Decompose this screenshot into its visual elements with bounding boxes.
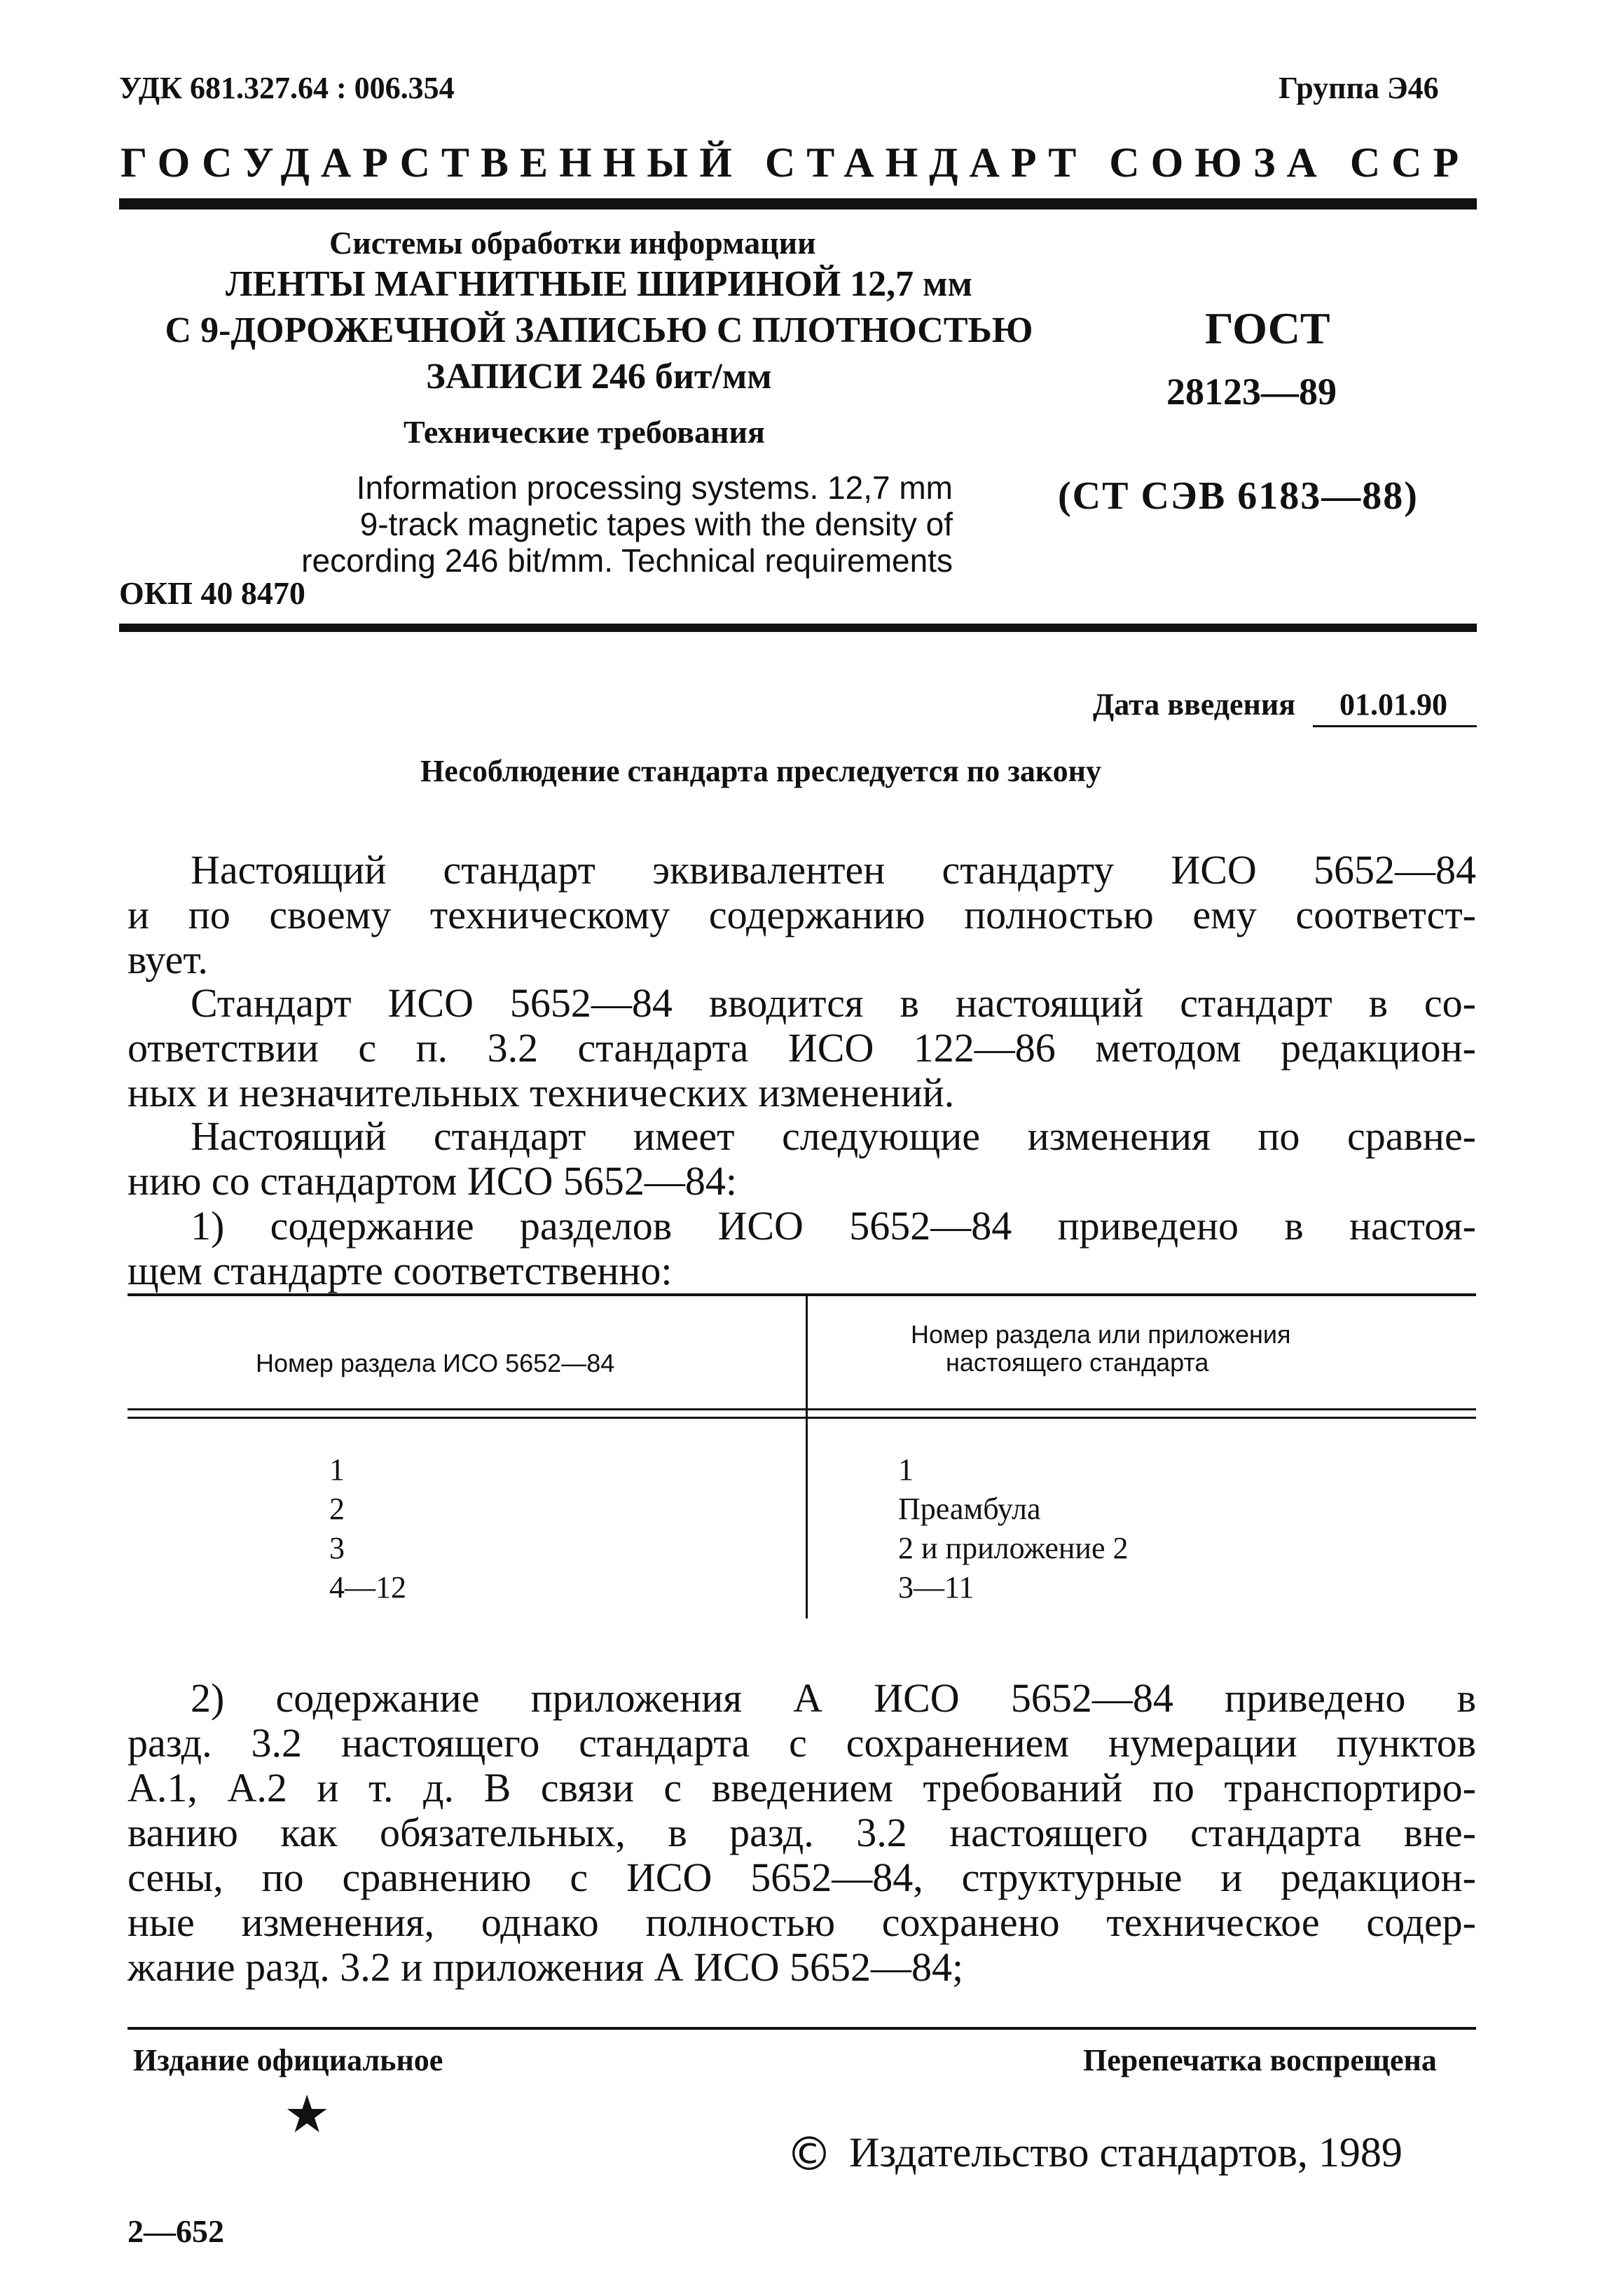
- paragraph-5-line-6: ные изменения, однако полностью сохранено техническое содер-: [128, 1899, 1476, 1945]
- footer-rule: [128, 2027, 1476, 2030]
- english-line-3: recording 246 bit/mm. Technical requirements: [301, 542, 953, 579]
- paragraph-4: [128, 1204, 1476, 1293]
- table-cell-gost: 1: [898, 1452, 914, 1487]
- st-sev-number: (СТ СЭВ 6183—88): [1058, 474, 1419, 518]
- intro-date-label: Дата введения: [1093, 687, 1296, 722]
- paragraph-3: [128, 1114, 1476, 1204]
- official-edition: Издание официальное: [133, 2043, 443, 2077]
- category-heading: Системы обработки информации: [329, 225, 816, 261]
- copyright-icon: ©: [786, 2127, 832, 2181]
- paragraph-1: [128, 848, 1476, 982]
- table-cell-iso: 4—12: [329, 1570, 406, 1604]
- paragraph-2-line-1: Стандарт ИСО 5652—84 вводится в настоящий стандарт в со-: [191, 980, 1476, 1026]
- table-header-gost-line-1: Номер раздела или приложения: [911, 1320, 1291, 1349]
- reprint-prohibited: Перепечатка воспрещена: [1083, 2043, 1437, 2077]
- title-lines: [147, 261, 1051, 400]
- english-line-1: Information processing systems. 12,7 mm: [356, 469, 953, 506]
- table-header-iso: Номер раздела ИСО 5652—84: [256, 1349, 615, 1377]
- udk-code: УДК 681.327.64 : 006.354: [119, 71, 455, 105]
- table-cell-gost: 3—11: [898, 1570, 974, 1604]
- paragraph-1-line-1: Настоящий стандарт эквивалентен стандарту ИСО 5652—84: [191, 847, 1476, 893]
- paragraph-5: [128, 1676, 1476, 1990]
- table-column-divider: [806, 1296, 808, 1618]
- paragraph-5-line-3: А.1, А.2 и т. д. В связи с введением требований по транспортиро-: [128, 1765, 1476, 1810]
- title-line-3: ЗАПИСИ 246 бит/мм: [426, 357, 772, 397]
- intro-date-underline: [1313, 725, 1477, 727]
- legal-notice: Несоблюдение стандарта преследуется по закону: [420, 754, 1101, 788]
- gost-number: 28123—89: [1166, 371, 1337, 413]
- title-line-1: ЛЕНТЫ МАГНИТНЫЕ ШИРИНОЙ 12,7 мм: [225, 264, 973, 304]
- paragraph-4-line-2: щем стандарте соответственно:: [128, 1248, 673, 1293]
- paragraph-3-line-1: Настоящий стандарт имеет следующие изменения по сравне-: [191, 1113, 1476, 1159]
- subtitle: Технические требования: [404, 414, 765, 450]
- paragraph-4-line-1: 1) содержание разделов ИСО 5652—84 приведено в настоя-: [191, 1203, 1476, 1249]
- table-cell-iso: 3: [329, 1531, 345, 1565]
- table-header-rule-2: [128, 1417, 1476, 1419]
- title-rule: [119, 624, 1477, 632]
- paragraph-5-line-1: 2) содержание приложения А ИСО 5652—84 приведено в: [191, 1675, 1476, 1721]
- intro-date-value: 01.01.90: [1339, 687, 1447, 722]
- star-icon: ★: [284, 2084, 331, 2145]
- table-cell-gost: Преамбула: [898, 1492, 1041, 1526]
- page-code: 2—652: [128, 2213, 224, 2249]
- table-cell-iso: 1: [329, 1452, 345, 1487]
- header-rule: [119, 198, 1477, 209]
- table-header-gost-line-2: настоящего стандарта: [946, 1348, 1209, 1377]
- gost-label: ГОСТ: [1205, 303, 1330, 353]
- state-standard-title: ГОСУДАРСТВЕННЫЙ СТАНДАРТ СОЮЗА ССР: [120, 139, 1470, 186]
- title-line-2: С 9-ДОРОЖЕЧНОЙ ЗАПИСЬЮ С ПЛОТНОСТЬЮ: [165, 310, 1033, 350]
- table-top-rule: [128, 1293, 1476, 1296]
- table-cell-gost: 2 и приложение 2: [898, 1531, 1129, 1565]
- paragraph-5-line-7: жание разд. 3.2 и приложения А ИСО 5652—84;: [128, 1944, 964, 1990]
- paragraph-5-line-5: сены, по сравнению с ИСО 5652—84, структурные и редакцион-: [128, 1855, 1476, 1900]
- paragraph-5-line-4: ванию как обязательных, в разд. 3.2 настоящего стандарта вне-: [128, 1810, 1476, 1855]
- paragraph-2-line-3: ных и незначительных технических изменений.: [128, 1070, 955, 1115]
- group-code: Группа Э46: [1279, 71, 1439, 105]
- publisher-copyright: Издательство стандартов, 1989: [849, 2129, 1403, 2175]
- english-line-2: 9-track magnetic tapes with the density of: [359, 506, 953, 542]
- english-title: [203, 469, 953, 579]
- table-header-rule-1: [128, 1408, 1476, 1410]
- paragraph-5-line-2: разд. 3.2 настоящего стандарта с сохранением нумерации пунктов: [128, 1720, 1476, 1766]
- paragraph-1-line-3: вует.: [128, 937, 208, 982]
- paragraph-1-line-2: и по своему техническому содержанию полностью ему соответст-: [128, 892, 1476, 937]
- paragraph-2: [128, 981, 1476, 1115]
- paragraph-3-line-2: нию со стандартом ИСО 5652—84:: [128, 1158, 737, 1204]
- okp-code: ОКП 40 8470: [119, 575, 305, 611]
- table-cell-iso: 2: [329, 1492, 345, 1526]
- paragraph-2-line-2: ответствии с п. 3.2 стандарта ИСО 122—86 методом редакцион-: [128, 1025, 1476, 1071]
